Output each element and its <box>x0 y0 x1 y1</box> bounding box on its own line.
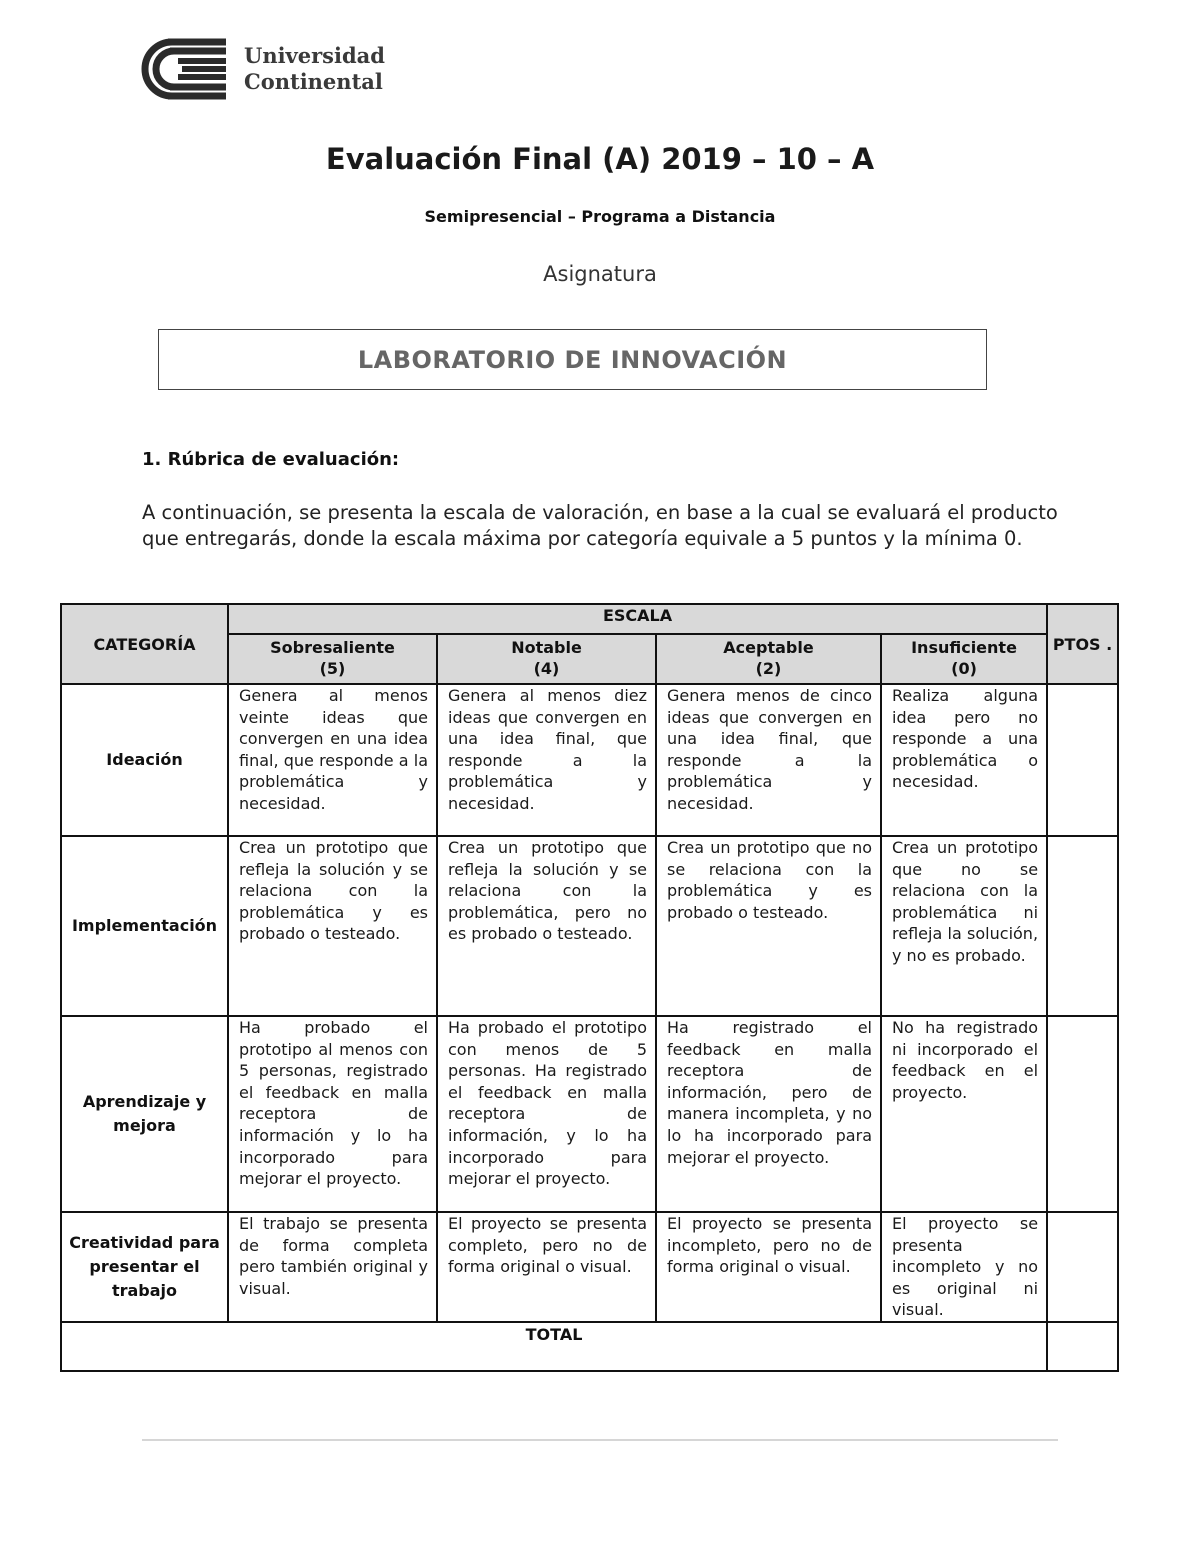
row-category: Aprendizaje y mejora <box>61 1016 228 1212</box>
cell-aceptable: Ha registrado el feedback en malla receptora de información, pero de manera incompleta, y no lo ha incorporado para mejorar el proyecto. <box>656 1016 881 1212</box>
header-level-insuficiente <box>881 634 1047 684</box>
document-subtitle: Semipresencial – Programa a Distancia <box>424 207 776 226</box>
row-category: Implementación <box>61 836 228 1016</box>
header-scale: ESCALA <box>228 604 1047 634</box>
cell-points <box>1047 836 1118 1016</box>
rubric-row-total <box>61 1322 1118 1371</box>
cell-points <box>1047 1016 1118 1212</box>
course-name: LABORATORIO DE INNOVACIÓN <box>357 345 788 374</box>
cell-sobresaliente: El trabajo se presenta de forma completa pero también original y visual. <box>228 1212 437 1322</box>
cell-aceptable: El proyecto se presenta incompleto, pero no de forma original o visual. <box>656 1212 881 1322</box>
rubric-row-aprendizaje <box>61 1016 1118 1212</box>
cell-insuficiente: Realiza alguna idea pero no responde a una problemática o necesidad. <box>881 684 1047 836</box>
continental-logo-icon <box>138 36 230 102</box>
level-score: (0) <box>951 659 977 678</box>
total-label: TOTAL <box>61 1322 1047 1371</box>
cell-sobresaliente: Genera al menos veinte ideas que convergen en una idea final, que responde a la problemática y necesidad. <box>228 684 437 836</box>
row-category: Ideación <box>61 684 228 836</box>
header-category: CATEGORÍA <box>61 604 228 684</box>
rubric-row-creatividad <box>61 1212 1118 1322</box>
cell-insuficiente: Crea un prototipo que no se relaciona con la problemática ni refleja la solución, y no es probado. <box>881 836 1047 1016</box>
course-name-box <box>158 329 987 390</box>
cell-insuficiente: No ha registrado ni incorporado el feedback en el proyecto. <box>881 1016 1047 1212</box>
level-score: (2) <box>755 659 782 678</box>
rubric-row-implementacion <box>61 836 1118 1016</box>
cell-notable: El proyecto se presenta completo, pero no de forma original o visual. <box>437 1212 656 1322</box>
header-points: PTOS . <box>1047 604 1118 684</box>
subject-label: Asignatura <box>543 262 657 286</box>
cell-sobresaliente: Crea un prototipo que refleja la solución y se relaciona con la problemática y es probado o testeado. <box>228 836 437 1016</box>
header-level-aceptable <box>656 634 881 684</box>
cell-notable: Genera al menos diez ideas que convergen en una idea final, que responde a la problemática y necesidad. <box>437 684 656 836</box>
cell-notable: Crea un prototipo que refleja la solución y se relaciona con la problemática, pero no es probado o testeado. <box>437 836 656 1016</box>
logo-line-1: Universidad <box>244 43 385 68</box>
section-heading: 1. Rúbrica de evaluación: <box>142 449 400 470</box>
cell-notable: Ha probado el prototipo con menos de 5 personas. Ha registrado el feedback en malla receptora de información, y lo ha incorporado para mejorar el proyecto. <box>437 1016 656 1212</box>
cell-aceptable: Genera menos de cinco ideas que convergen en una idea final, que responde a la problemática y necesidad. <box>656 684 881 836</box>
cell-points <box>1047 1212 1118 1322</box>
logo-line-2: Continental <box>244 69 383 94</box>
row-category: Creatividad para presentar el trabajo <box>61 1212 228 1322</box>
rubric-table <box>60 603 1119 1372</box>
header-level-sobresaliente <box>228 634 437 684</box>
level-score: (4) <box>533 659 560 678</box>
section-intro: A continuación, se presenta la escala de valoración, en base a la cual se evaluará el producto que entregarás, donde la escala máxima por categoría equivale a 5 puntos y la mínima 0. <box>142 501 1058 550</box>
level-name: Aceptable <box>723 638 814 657</box>
cell-aceptable: Crea un prototipo que no se relaciona con la problemática y es probado o testeado. <box>656 836 881 1016</box>
total-points <box>1047 1322 1118 1371</box>
level-score: (5) <box>319 659 346 678</box>
level-name: Sobresaliente <box>270 638 395 657</box>
cell-points <box>1047 684 1118 836</box>
university-logo <box>138 36 385 102</box>
rubric-row-ideacion <box>61 684 1118 836</box>
level-name: Notable <box>511 638 582 657</box>
level-name: Insuficiente <box>911 638 1017 657</box>
header-level-notable <box>437 634 656 684</box>
document-title: Evaluación Final (A) 2019 – 10 – A <box>325 142 875 176</box>
cell-sobresaliente: Ha probado el prototipo al menos con 5 personas, registrado el feedback en malla receptora de información y lo ha incorporado para mejorar el proyecto. <box>228 1016 437 1212</box>
footer-divider <box>142 1439 1058 1441</box>
cell-insuficiente: El proyecto se presenta incompleto y no es original ni visual. <box>881 1212 1047 1322</box>
